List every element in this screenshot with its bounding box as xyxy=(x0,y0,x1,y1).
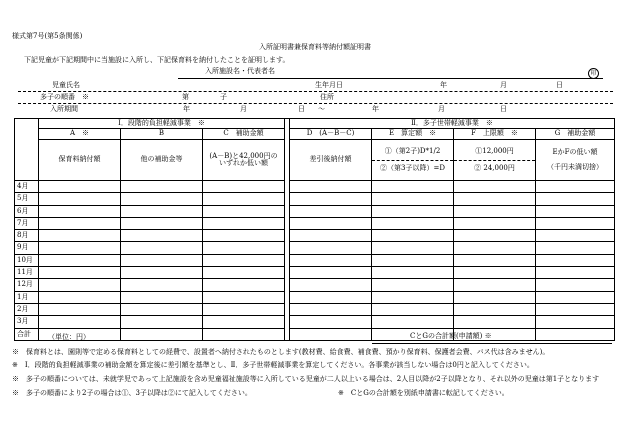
col-g-desc-line2: （千円未満切捨） xyxy=(547,163,604,171)
cg-total-underline xyxy=(372,343,612,344)
cell-d[interactable] xyxy=(290,242,372,254)
table-row xyxy=(15,279,615,291)
cell-e[interactable] xyxy=(372,217,454,229)
col-f-head: F 上限額 ※ xyxy=(454,129,536,140)
cell-g[interactable] xyxy=(536,230,615,242)
cell-a[interactable] xyxy=(39,193,121,205)
cell-g[interactable] xyxy=(536,291,615,303)
month-label: 5月 xyxy=(15,193,39,205)
cell-b[interactable] xyxy=(121,193,203,205)
cell-e[interactable] xyxy=(372,205,454,217)
order-ko: 子 xyxy=(220,93,227,101)
cell-f[interactable] xyxy=(454,230,536,242)
form-number: 様式第7号(第5条関係) xyxy=(12,32,83,40)
birth-year: 年 xyxy=(440,81,447,89)
month-label: 12月 xyxy=(15,279,39,291)
cell-e[interactable] xyxy=(372,230,454,242)
col-b-desc: 他の補助金等 xyxy=(121,140,203,181)
cell-g[interactable] xyxy=(536,279,615,291)
order-dai: 第 xyxy=(182,93,189,101)
cell-e[interactable] xyxy=(372,242,454,254)
table-row xyxy=(15,316,615,328)
cell-g[interactable] xyxy=(536,316,615,328)
period-start-month: 月 xyxy=(240,105,247,113)
cell-f[interactable] xyxy=(454,242,536,254)
multi-child-order-label: 多子の順番 ※ xyxy=(40,93,89,101)
table-row xyxy=(15,217,615,229)
cell-b[interactable] xyxy=(121,279,203,291)
cell-g[interactable] xyxy=(536,217,615,229)
table-row xyxy=(15,181,615,193)
cell-d[interactable] xyxy=(290,254,372,266)
birth-month: 月 xyxy=(500,81,507,89)
table-row xyxy=(15,205,615,217)
col-e-desc-line1: ①（第2子)D*1/2 xyxy=(384,146,441,155)
month-label: 2月 xyxy=(15,303,39,315)
table-row xyxy=(15,291,615,303)
cell-b[interactable] xyxy=(121,303,203,315)
col-a-head: A ※ xyxy=(39,129,121,140)
cell-a[interactable] xyxy=(39,181,121,193)
cell-e[interactable] xyxy=(372,279,454,291)
cell-c[interactable] xyxy=(203,279,285,291)
col-g-desc xyxy=(536,140,615,181)
cell-d[interactable] xyxy=(290,205,372,217)
cg-total-label: CとGの合計額(申請額) ※ xyxy=(410,332,492,340)
month-label: 9月 xyxy=(15,242,39,254)
cell-c[interactable] xyxy=(203,303,285,315)
cell-f[interactable] xyxy=(454,279,536,291)
table-row xyxy=(15,303,615,315)
unit-note: （単位：円） xyxy=(48,333,90,341)
cell-c[interactable] xyxy=(203,291,285,303)
cell-e[interactable] xyxy=(372,316,454,328)
cell-b[interactable] xyxy=(121,242,203,254)
cell-d[interactable] xyxy=(290,193,372,205)
month-label: 合計 xyxy=(15,328,39,340)
col-f-desc-line2: ② 24,000円 xyxy=(454,160,535,172)
child-name-label: 児童氏名 xyxy=(52,81,80,89)
cell-g[interactable] xyxy=(536,303,615,315)
row-divider-1 xyxy=(18,91,613,92)
section1-title: Ⅰ．段階的負担軽減事業 ※ xyxy=(39,119,285,129)
cell-a[interactable] xyxy=(39,267,121,279)
period-end-month: 月 xyxy=(438,105,445,113)
cell-e[interactable] xyxy=(372,193,454,205)
table-row xyxy=(15,267,615,279)
cell-d[interactable] xyxy=(290,328,372,340)
note-3: ※ 多子の順番については、未就学児であって上記施設を含め児童福祉施設等に入所している児童が二人以上いる場合は、2人目以降が2子以降となり、それ以外の児童は第1子となります xyxy=(12,375,600,383)
page-title: 入所証明書兼保育料等納付額証明書 xyxy=(259,43,371,51)
facility-label: 入所施設名・代表者名 xyxy=(205,67,275,75)
cell-c[interactable] xyxy=(203,217,285,229)
col-g-head: G 補助金額 xyxy=(536,129,615,140)
cell-a[interactable] xyxy=(39,279,121,291)
cell-f[interactable] xyxy=(454,303,536,315)
note-2: ※ Ⅰ．段階的負担軽減事業の補助金額を算定後に差引額を基準とし、Ⅱ．多子世帯軽減事業を算定してください。各事業が該当しない場合は0円と記入してください。 xyxy=(12,361,534,369)
cell-b[interactable] xyxy=(121,181,203,193)
cell-d[interactable] xyxy=(290,267,372,279)
note-4-right: ※ CとGの合計額を別紙申請書に転記してください。 xyxy=(338,389,509,397)
intro-text: 下記児童が下記期間中に当施設に入所し、下記保育料を納付したことを証明します。 xyxy=(24,56,290,64)
cell-a[interactable] xyxy=(39,217,121,229)
cell-g[interactable] xyxy=(536,181,615,193)
cell-b[interactable] xyxy=(121,328,203,340)
cell-b[interactable] xyxy=(121,291,203,303)
cell-f[interactable] xyxy=(454,205,536,217)
cell-b[interactable] xyxy=(121,254,203,266)
col-d-head: D (A－B－C) xyxy=(290,129,372,140)
row-divider-2 xyxy=(18,103,613,104)
address-label: 住所 xyxy=(320,93,334,101)
col-c-desc-line1: (A－B)と42,000円の xyxy=(209,151,278,160)
cell-g[interactable] xyxy=(536,328,615,340)
cell-g[interactable] xyxy=(536,242,615,254)
col-c-desc xyxy=(203,140,285,181)
cell-c[interactable] xyxy=(203,205,285,217)
cell-b[interactable] xyxy=(121,205,203,217)
period-start-day: 日 xyxy=(298,105,305,113)
col-e-desc xyxy=(372,140,454,181)
cell-f[interactable] xyxy=(454,193,536,205)
col-g-desc-line1: EかFの低い額 xyxy=(552,147,598,156)
cell-e[interactable] xyxy=(372,303,454,315)
col-f-desc-line1: ①12,000円 xyxy=(475,146,514,155)
table-row xyxy=(15,328,615,340)
period-end-day: 日 xyxy=(500,105,507,113)
cell-f[interactable] xyxy=(454,181,536,193)
month-label: 3月 xyxy=(15,316,39,328)
cell-a[interactable] xyxy=(39,316,121,328)
cell-a[interactable] xyxy=(39,230,121,242)
birth-day: 日 xyxy=(556,81,563,89)
cell-g[interactable] xyxy=(536,193,615,205)
cell-c[interactable] xyxy=(203,181,285,193)
table-row xyxy=(15,230,615,242)
cell-d[interactable] xyxy=(290,316,372,328)
cell-a[interactable] xyxy=(39,303,121,315)
cell-e[interactable] xyxy=(372,254,454,266)
col-d-desc: 差引後納付額 xyxy=(290,140,372,181)
cell-b[interactable] xyxy=(121,267,203,279)
month-label: 7月 xyxy=(15,217,39,229)
cell-a[interactable] xyxy=(39,205,121,217)
col-a-desc: 保育料納付額 xyxy=(39,140,121,181)
cell-f[interactable] xyxy=(454,291,536,303)
month-label: 1月 xyxy=(15,291,39,303)
period-end-year: 年 xyxy=(372,105,379,113)
note-1: ※ 保育料とは、園則等で定める保育料としての経費で、設置者へ納付されたものとします(教材費、給食費、補食費、預かり保育料、保護者会費、バス代は含みません)。 xyxy=(12,348,550,356)
cell-f[interactable] xyxy=(454,217,536,229)
cell-a[interactable] xyxy=(39,242,121,254)
cell-e[interactable] xyxy=(372,291,454,303)
month-label: 10月 xyxy=(15,254,39,266)
payment-table xyxy=(14,118,615,341)
cell-c[interactable] xyxy=(203,316,285,328)
period-start-year: 年 xyxy=(183,105,190,113)
facility-underline xyxy=(178,78,603,79)
cell-f[interactable] xyxy=(454,267,536,279)
cell-d[interactable] xyxy=(290,217,372,229)
col-e-head: E 算定額 ※ xyxy=(372,129,454,140)
month-label: 6月 xyxy=(15,205,39,217)
col-b-head: B xyxy=(121,129,203,140)
cell-d[interactable] xyxy=(290,279,372,291)
col-c-desc-line2: いずれか低い額 xyxy=(219,159,268,167)
month-label: 11月 xyxy=(15,267,39,279)
period-tilde: ～ xyxy=(318,105,325,113)
cell-d[interactable] xyxy=(290,291,372,303)
cell-b[interactable] xyxy=(121,230,203,242)
cell-c[interactable] xyxy=(203,193,285,205)
col-f-desc xyxy=(454,140,536,181)
cell-c[interactable] xyxy=(203,242,285,254)
cell-e[interactable] xyxy=(372,181,454,193)
cell-e[interactable] xyxy=(372,267,454,279)
cell-f[interactable] xyxy=(454,254,536,266)
cell-d[interactable] xyxy=(290,181,372,193)
cell-b[interactable] xyxy=(121,316,203,328)
cell-a[interactable] xyxy=(39,254,121,266)
table-row xyxy=(15,254,615,266)
section2-title: Ⅱ．多子世帯軽減事業 ※ xyxy=(290,119,615,129)
seal-mark: 印 xyxy=(588,68,599,79)
note-4: ※ 多子の順番により2子の場合は①、3子以降は②にて記入してください。 xyxy=(12,389,252,397)
cell-c[interactable] xyxy=(203,254,285,266)
cell-g[interactable] xyxy=(536,205,615,217)
cell-c[interactable] xyxy=(203,328,285,340)
period-label: 入所期間 xyxy=(50,105,78,113)
cell-f[interactable] xyxy=(454,316,536,328)
birth-label: 生年月日 xyxy=(315,81,343,89)
month-label: 4月 xyxy=(15,181,39,193)
cell-c[interactable] xyxy=(203,267,285,279)
cell-d[interactable] xyxy=(290,230,372,242)
table-row xyxy=(15,193,615,205)
month-label: 8月 xyxy=(15,230,39,242)
cell-c[interactable] xyxy=(203,230,285,242)
cell-a[interactable] xyxy=(39,291,121,303)
month-header-cell xyxy=(15,119,39,181)
table-row xyxy=(15,242,615,254)
cell-g[interactable] xyxy=(536,254,615,266)
cell-d[interactable] xyxy=(290,303,372,315)
col-c-head: C 補助金額 xyxy=(203,129,285,140)
cell-g[interactable] xyxy=(536,267,615,279)
cell-b[interactable] xyxy=(121,217,203,229)
col-e-desc-line2: ②（第3子以降）=D xyxy=(372,160,453,172)
